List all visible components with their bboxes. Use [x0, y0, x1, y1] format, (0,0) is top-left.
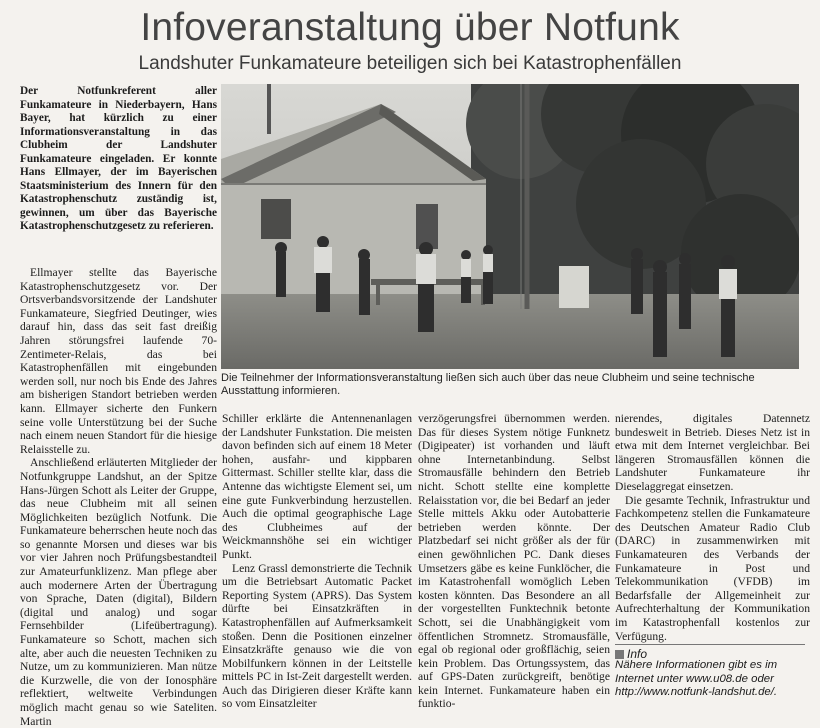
info-box-text: Nähere Informationen gibt es im Internet unter www.u08.de oder http://www.notfunk-landshut.de/.: [615, 659, 778, 699]
column-1: [20, 266, 217, 728]
info-label: Info: [627, 647, 648, 661]
paragraph: Schiller erklärte die Antennenanlagen der Landshuter Funkstation. Die meisten davon befinden sich auf einem 18 Meter hohen, ausfahr- und kippbaren Gittermast. Schiller stellte klar, dass die Antenne das wichtigste Element sei, um eine gute Funkverbindung herzustellen. Auch die optimal geographische Lage des Clubheimes auf der Weickmannshöhe sei ein wichtiger Punkt.: [222, 412, 412, 561]
photo-caption: Die Teilnehmer der Informationsveranstaltung ließen sich auch über das neue Clubheim und seine technische Ausstattung informieren.: [221, 372, 755, 397]
paragraph: nierendes, digitales Datennetz bundesweit in Betrieb. Dieses Netz ist in etwa mit dem Internet vergleichbar. Bei längeren Stromausfällen können die Landshuter Funkamateure ihr Dieselaggregat einsetzen.: [615, 412, 810, 493]
clubhouse-photo-illustration: [221, 84, 799, 369]
lead-paragraph: Der Notfunkreferent aller Funkamateure in Niederbayern, Hans Bayer, hat kürzlich zu einer Informationsveranstaltung in das Clubheim der Landshuter Funkamateure eingeladen. Er konnte Hans Ellmayer, der im Bayerischen Staatsministerium des Innern für den Katastrophenschutz zuständig ist, gewinnen, um über das Bayerische Katastrophenschutzgesetz zu referieren.: [20, 85, 217, 232]
headline: Infoveranstaltung über Notfunk: [140, 6, 680, 49]
lead-column: [20, 85, 217, 234]
news-photo: [221, 84, 799, 369]
column-2: [222, 412, 412, 711]
paragraph: Die gesamte Technik, Infrastruktur und Fachkompetenz stellen die Funkamateure des Deutschen Amateur Radio Club (DARC) in zusammenwirken mit Funkamateuren des Verbands der Funkamateure in Post und Telekommunikation (VFDB) im Bedarfsfalle der Allgemeinheit zur Aufrechterhaltung der Kommunikation im Katastrophenfall kostenlos zur Verfügung.: [615, 493, 810, 643]
square-icon: [615, 650, 624, 659]
paragraph: verzögerungsfrei übernommen werden. Das für dieses System nötige Funknetz (Digipeater) ist vorhanden und läuft ohne Internetanbindung. Selbst Stromausfälle behindern den Betrieb nicht. Schott stellte eine komplette Relaisstation vor, die bei Bedarf an jeder Stelle mittels Akku oder Autobatterie betrieben werden könnte. Der Platzbedarf sei nicht größer als der für einen gewöhnlichen PC. Dank dieses Umsetzers gäbe es keine Funklöcher, die im Katastrohenfall womöglich Leben kosten könnten. Das Besondere an all der vorgestellten Funktechnik betonte Schott, sei die Unabhängigkeit vom öffentlichen Stromnetz. Stromausfälle, egal ob regional oder großflächig, seien kein Problem. Das Ortungssystem, das auf GPS-Daten zurückgreift, benötige kein Internet. Funkamateure haben ein funktio-: [418, 412, 610, 711]
paragraph: Ellmayer stellte das Bayerische Katastrophenschutzgesetz vor. Der Ortsverbandsvorsitzende der Landshuter Funkamateure, Siegfried Deutinger, wies darauf hin, dass das seit fast dreißig Jahren störungsfrei laufende 70-Zentimeter-Relais, das bei Katastrophenfällen mit eingebunden werden soll, nur noch bis Ende des Jahres am bisherigen Standort betrieben werden kann. Ellmayer sicherte den Funkern seine volle Unterstützung bei der Suche nach einem neuen Standort für die hiesige Relaisstelle zu.: [20, 266, 217, 456]
paragraph: Lenz Grassl demonstrierte die Technik um die Betriebsart Automatic Packet Reporting System (APRS). Das System dürfte bei Einsatzkräften in Katastrophenfällen auf Aufmerksamkeit stoßen. Denn die Positionen einzelner Einsatzkräfte genauso wie die von Mobilfunkern können in der Leitstelle mittels PC in Ist-Zeit dargestellt werden. Auch das Dirigieren dieser Kräfte kann so vom Einsatzleiter: [222, 561, 412, 711]
subheadline: Landshuter Funkamateure beteiligen sich bei Katastrophenfällen: [138, 53, 682, 74]
column-3: [418, 412, 610, 711]
column-4: [615, 412, 810, 643]
paragraph: Anschließend erläuterten Mitglieder der Notfunkgruppe Landshut, an der Spitze Hans-Jürgen Schott als Leiter der Gruppe, das neue Clubheim mit all seinen Möglichkeiten bezüglich Notfunk. Die Funkamateure beherrschen heute noch das so genannte Morsen und dieses war bis vor vier Jahren noch Prüfungsbestandteil zur Amateurfunklizenz. Man pflege aber auch modernere Arten der Übertragung von Sprache, Daten (digital), Bildern (digital und analog) und sogar Fernsehbilder (Lifeübertragung). Funkamateure so Schott, machen sich alte, aber auch die neuesten Techniken zu Nutze, um zu kommunizieren. Man nütze die Kurzwelle, die von der Ionosphäre reflektiert, weltweite Verbindungen möglich macht genau so wie Sateliten. Martin: [20, 456, 218, 728]
